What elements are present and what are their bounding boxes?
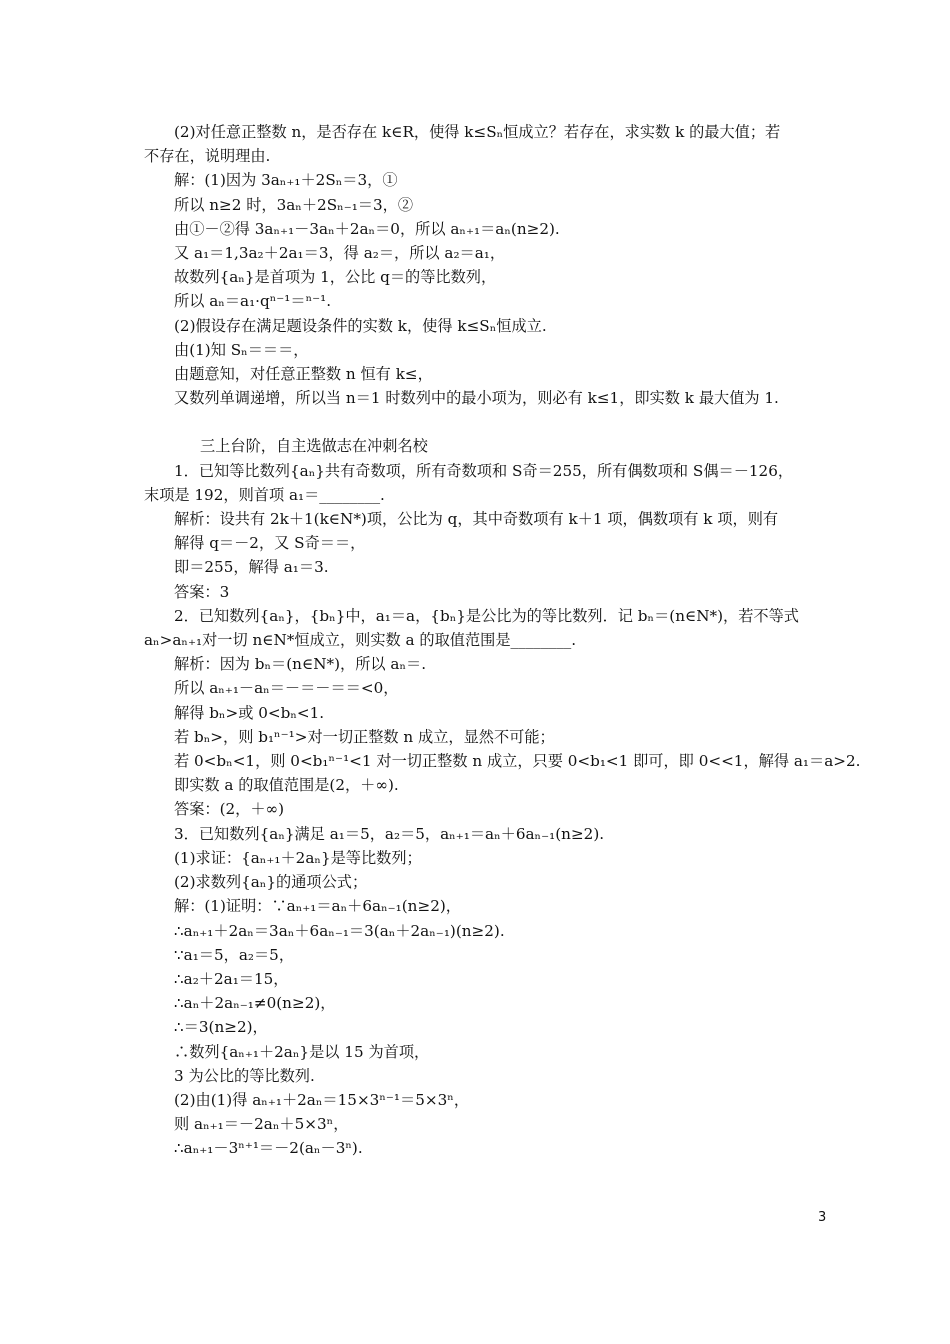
text-line: ∴数列{aₙ₊₁＋2aₙ}是以 15 为首项， [174,1042,430,1061]
text-line: 答案：3 [174,582,230,601]
text-line: 若 bₙ>，则 b₁ⁿ⁻¹>对一切正整数 n 成立，显然不可能； [174,727,555,746]
text-line: (2)对任意正整数 n，是否存在 k∈R，使得 k≤Sₙ恒成立？若存在，求实数 k 的最大值；若 [174,123,781,141]
text-line: 1．已知等比数列{aₙ}共有奇数项，所有奇数项和 S奇＝255，所有偶数项和 S偶＝－126， [174,461,794,480]
text-line: 则 aₙ₊₁＝－2aₙ＋5×3ⁿ， [174,1115,349,1134]
text-line: 2．已知数列{aₙ}，{bₙ}中，a₁＝a，{bₙ}是公比为的等比数列．记 bₙ＝(n∈N*)，若不等式 [174,606,799,625]
text-line: 解：(1)因为 3aₙ₊₁＋2Sₙ＝3，① [174,171,398,190]
page-content [144,120,861,1161]
text-line: 所以 n≥2 时，3aₙ＋2Sₙ₋₁＝3，② [174,195,414,214]
text-line: 故数列{aₙ}是首项为 1，公比 q＝的等比数列， [174,268,497,287]
text-line: (2)求数列{aₙ}的通项公式； [174,873,368,892]
text-line: 由(1)知 Sₙ＝＝＝， [174,340,309,359]
text-line: ∵a₁＝5，a₂＝5， [174,945,295,964]
text-line: 解：(1)证明：∵aₙ₊₁＝aₙ＋6aₙ₋₁(n≥2)， [174,897,461,916]
text-line: 末项是 192，则首项 a₁＝________. [144,485,385,504]
text-line: 所以 aₙ₊₁－aₙ＝－＝－＝＝<0， [174,679,399,698]
text-line: 解得 q＝－2，又 S奇＝＝， [174,534,366,553]
section-gap [144,410,812,434]
text-line: (2)由(1)得 aₙ₊₁＋2aₙ＝15×3ⁿ⁻¹＝5×3ⁿ， [174,1090,470,1109]
text-line: 又 a₁＝1,3a₂＋2a₁＝3，得 a₂＝，所以 a₂＝a₁， [174,244,506,263]
text-line: ∴aₙ₊₁＋2aₙ＝3aₙ＋6aₙ₋₁＝3(aₙ＋2aₙ₋₁)(n≥2). [174,921,505,940]
text-line: 解得 bₙ>或 0<bₙ<1. [174,703,325,722]
text-line: (1)求证：{aₙ₊₁＋2aₙ}是等比数列； [174,848,422,867]
text-line: 由①－②得 3aₙ₊₁－3aₙ＋2aₙ＝0，所以 aₙ₊₁＝aₙ(n≥2). [174,219,560,238]
text-line: ∴aₙ＋2aₙ₋₁≠0(n≥2)， [174,994,336,1013]
text-line: 解析：因为 bₙ＝(n∈N*)，所以 aₙ＝. [174,655,427,674]
text-line: 又数列单调递增，所以当 n＝1 时数列中的最小项为，则必有 k≤1，即实数 k 最大值为 1. [174,389,779,408]
text-line: aₙ>aₙ₊₁对一切 n∈N*恒成立，则实数 a 的取值范围是________. [144,631,577,650]
text-line: 若 0<bₙ<1，则 0<b₁ⁿ⁻¹<1 对一切正整数 n 成立，只要 0<b₁<1 即可，即 0<<1，解得 a₁＝a>2. [174,752,861,771]
text-line: 即＝255，解得 a₁＝3. [174,558,329,577]
text-line: 解析：设共有 2k＋1(k∈N*)项，公比为 q，其中奇数项有 k＋1 项，偶数项有 k 项，则有 [174,510,779,529]
page-number: 3 [818,1210,827,1225]
section-title: 三上台阶，自主选做志在冲刺名校 [200,437,428,456]
text-line: 3 为公比的等比数列. [174,1066,315,1085]
text-line: 即实数 a 的取值范围是(2，＋∞). [174,776,399,795]
text-line: 由题意知，对任意正整数 n 恒有 k≤， [174,365,433,384]
text-line: 3．已知数列{aₙ}满足 a₁＝5，a₂＝5，aₙ₊₁＝aₙ＋6aₙ₋₁(n≥2). [174,824,605,843]
text-line: 所以 aₙ＝a₁·qⁿ⁻¹＝ⁿ⁻¹. [174,292,332,311]
text-line: 不存在，说明理由. [144,147,271,166]
text-line: ∴a₂＋2a₁＝15， [174,969,289,988]
text-line: (2)假设存在满足题设条件的实数 k，使得 k≤Sₙ恒成立. [174,316,547,335]
text-line: ∴aₙ₊₁－3ⁿ⁺¹＝－2(aₙ－3ⁿ). [174,1139,363,1158]
text-line: 答案：(2，＋∞) [174,800,285,819]
text-line: ∴＝3(n≥2)， [174,1018,268,1037]
